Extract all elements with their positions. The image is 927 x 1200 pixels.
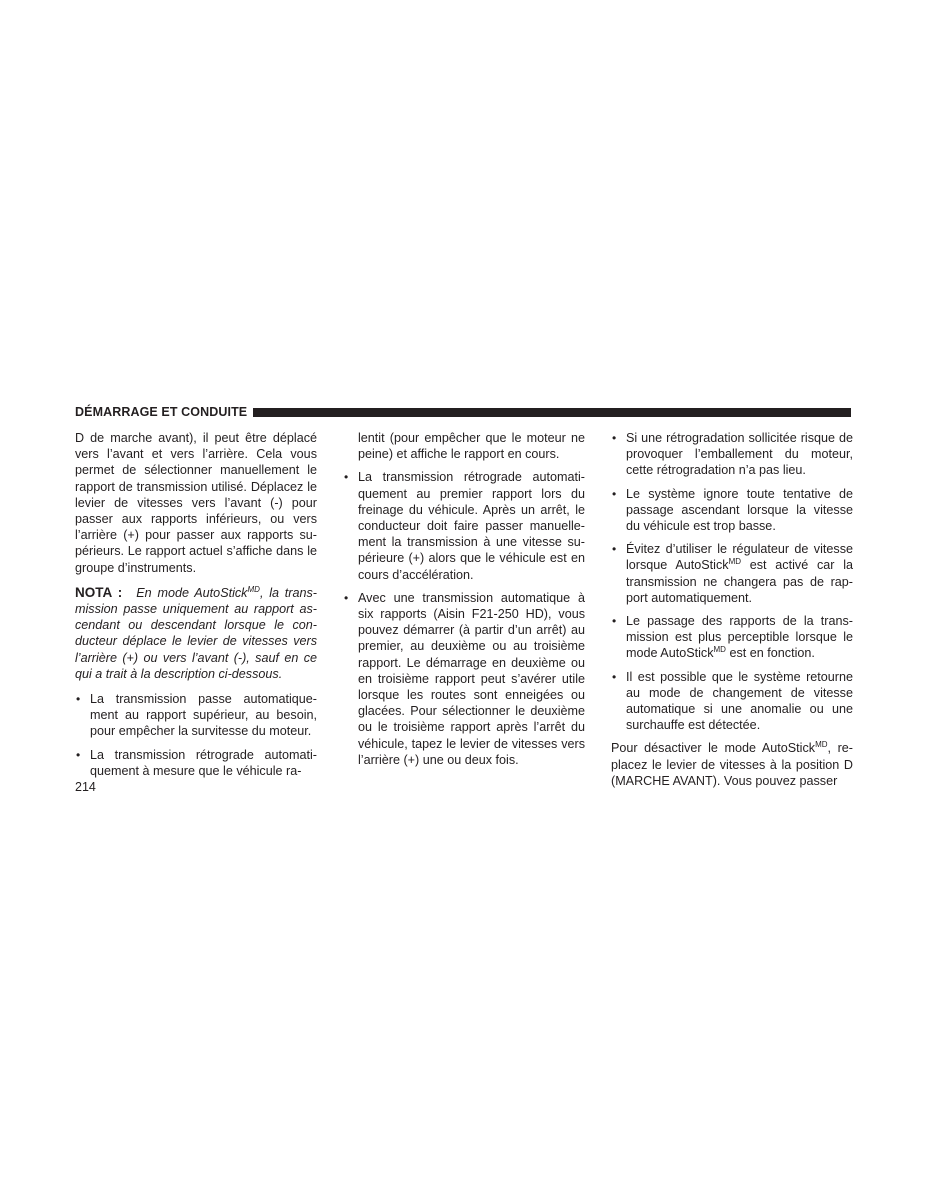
paragraph	[611, 740, 853, 789]
list-item-text: Évitez d’utiliser le régulateur de vitesse lorsque AutoStick	[626, 542, 853, 573]
note-text-part: , la trans-mission passe uniquement au rapport as-cendant ou descendant lorsque le con-ducteur déplace le levier de vitesses vers l’arrière (+) ou vers l’avant (-), sauf en ce qui a trait à la description ci-dessous.	[75, 585, 317, 681]
superscript: MD	[713, 645, 726, 655]
note-label: NOTA :	[75, 584, 123, 600]
bullet-dot: •	[612, 486, 617, 501]
column-1	[75, 430, 317, 786]
list-item	[343, 469, 585, 582]
column-3	[611, 430, 853, 798]
bullet-list	[343, 469, 585, 768]
list-item-text: est en fonction.	[725, 646, 815, 661]
list-item	[611, 486, 853, 535]
paragraph-text: Pour désactiver le mode AutoStick	[611, 741, 816, 756]
bullet-dot: •	[612, 669, 617, 684]
bullet-list	[611, 430, 853, 733]
paragraph-text: , re-placez le levier de vitesses à la position D (MARCHE AVANT). Vous pouvez passer	[611, 741, 853, 788]
bullet-dot: •	[612, 614, 617, 629]
bullet-dot: •	[344, 590, 349, 605]
note-text-part: En mode AutoStick	[136, 585, 248, 600]
list-item	[75, 747, 317, 779]
list-item	[611, 541, 853, 606]
note-text	[75, 586, 317, 681]
bullet-list	[75, 691, 317, 779]
note	[75, 585, 317, 682]
bullet-dot: •	[612, 542, 617, 557]
list-item	[75, 691, 317, 740]
superscript: MD	[728, 557, 742, 567]
section-title: DÉMARRAGE ET CONDUITE	[75, 405, 248, 419]
list-item	[343, 590, 585, 768]
superscript: MD	[247, 584, 260, 594]
page-number: 214	[75, 780, 96, 794]
paragraph: D de marche avant), il peut être déplacé vers l’avant et vers l’arrière. Cela vous permet de sélectionner manuellement le rapport de transmission utilisé. Déplacez le levier de vitesses vers l’avant (-) pour passer aux rapports inférieurs, ou vers l’arrière (+) pour passer aux rapports su-périeurs. Le rapport actuel s’affiche dans le groupe d’instruments.	[75, 431, 317, 575]
list-item	[611, 669, 853, 734]
continued-text: lentit (pour empêcher que le moteur ne peine) et affiche le rapport en cours.	[358, 431, 585, 462]
list-item-text: Il est possible que le système retourne au mode de changement de vitesse automatique si une anomalie ou une surchauffe est détectée.	[626, 669, 853, 733]
bullet-dot: •	[76, 747, 81, 762]
bullet-dot: •	[344, 470, 349, 485]
section-header	[75, 405, 851, 419]
list-item-text: La transmission passe automatique-ment au rapport supérieur, au besoin, pour empêcher la survitesse du moteur.	[90, 692, 317, 739]
list-item-text: Avec une transmission automatique à six rapports (Aisin F21-250 HD), vous pouvez démarrer (à partir d’un arrêt) au premier, au deuxième ou au troisième rapport. Le démarrage en deuxième ou en troisième rapport peut s’avérer utile lorsque les routes sont enneigées ou glacées. Pour sélectionner le deuxième ou le troisième rapport après l’arrêt du véhicule, tapez le levier de vitesses vers l’arrière (+) une ou deux fois.	[358, 590, 585, 767]
list-item-text: La transmission rétrograde automati-quement à mesure que le véhicule ra-	[90, 747, 317, 778]
list-item	[611, 430, 853, 479]
list-item-text: La transmission rétrograde automati-quement au premier rapport lors du freinage du véhicule. Après un arrêt, le conducteur doit faire passer manuelle-ment la transmission à une vitesse su-périeure (+) alors que le véhicule est en cours d’accélération.	[358, 470, 585, 582]
bullet-dot: •	[612, 431, 617, 445]
column-2	[343, 430, 585, 775]
header-rule	[253, 408, 851, 417]
bullet-dot: •	[76, 692, 81, 707]
list-item	[611, 613, 853, 662]
list-item-text: est activé car la transmission ne changera pas de rap-port automatiquement.	[626, 558, 853, 605]
superscript: MD	[815, 740, 828, 750]
list-item-text: Si une rétrogradation sollicitée risque de provoquer l’emballement du moteur, cette rétrogradation n’a pas lieu.	[626, 431, 853, 478]
list-item-text: Le passage des rapports de la trans-mission est plus perceptible lorsque le mode AutoStick	[626, 614, 853, 661]
list-item-text: Le système ignore toute tentative de passage ascendant lorsque la vitesse du véhicule est trop basse.	[626, 486, 853, 534]
